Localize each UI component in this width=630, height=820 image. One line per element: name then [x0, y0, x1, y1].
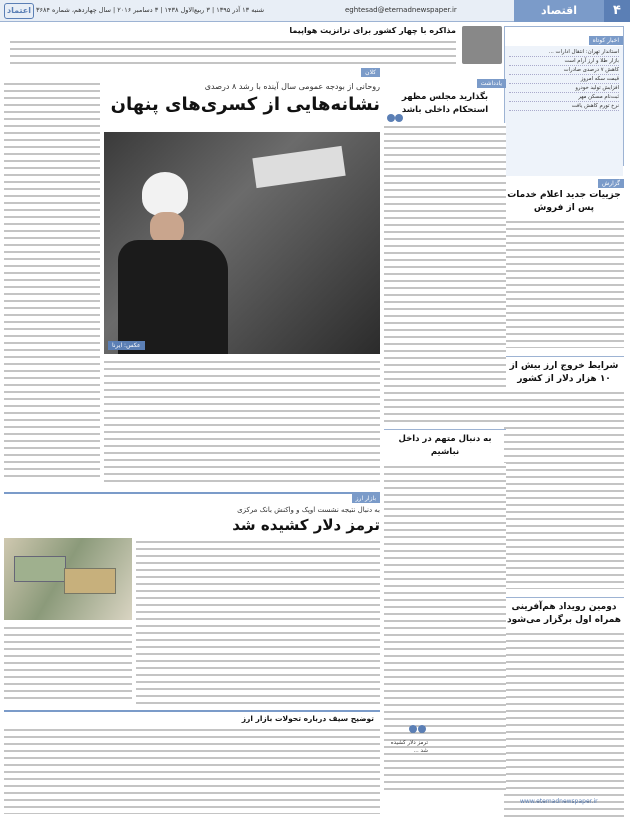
currency-exit-story [504, 356, 624, 589]
column-story-body [384, 123, 506, 423]
author-photo [462, 26, 502, 64]
list-item[interactable]: افزایش تولید خودرو [509, 84, 619, 93]
bottom-quote-text: ترمز دلار کشیده شد ... [390, 740, 428, 754]
list-item[interactable]: ثبت‌نام مسکن مهر [509, 93, 619, 102]
short-news-list [505, 46, 623, 176]
currency-exit-body [504, 389, 624, 589]
date-line: شنبه ۱۳ آذر ۱۳۹۵ | ۳ ربیع‌الاول ۱۴۳۸ | ۳ دسامبر ۲۰۱۶ | سال چهاردهم، شماره ۳۶۸۴ [36, 6, 265, 14]
dollar-story-left-body [4, 624, 132, 704]
main-story-kicker: روحانی از بودجه عمومی سال آینده با رشد ۸ درصدی [204, 82, 380, 91]
top-story [10, 26, 504, 66]
website-url[interactable]: www.etemadnewspaper.ir [520, 798, 598, 805]
dollar-story-body [136, 538, 380, 704]
section-title[interactable]: اقتصاد [514, 0, 604, 22]
top-story-title[interactable]: مذاکره با چهار کشور برای ترانزیت هواپیما [289, 26, 456, 35]
banknote-shape [14, 556, 66, 582]
list-item[interactable]: نرخ تورم کاهش یافت [509, 102, 619, 111]
quote-icon [408, 723, 428, 735]
main-story-left-column [4, 80, 100, 480]
top-story-body [10, 38, 456, 64]
right-sidebar [504, 26, 624, 814]
quote-icon [386, 110, 404, 126]
column-story [384, 70, 506, 790]
dollar-story-kicker: به دنبال نتیجه نشست اوپک و واکنش بانک مرکزی [237, 506, 380, 514]
list-item[interactable]: بازار طلا و ارز آرام است [509, 57, 619, 66]
banknote-shape-2 [64, 568, 116, 594]
list-item[interactable]: کاهش ۷ درصدی صادرات [509, 66, 619, 75]
currency-exit-title[interactable]: شرایط خروج ارز بیش از ۱۰ هزار دلار از کشور [509, 361, 619, 384]
bottom-box-body [4, 726, 380, 814]
service-story [504, 170, 624, 348]
short-news-box [504, 26, 624, 166]
hamrah-aval-title[interactable]: دومین رویداد هم‌آفرینی همراه اول برگزار می‌شود [506, 602, 622, 625]
robe-shape [118, 240, 228, 354]
list-item[interactable]: استاندار تهران: انتقال ادارات ... [509, 48, 619, 57]
main-story-title[interactable]: نشانه‌هایی از کسری‌های پنهان [110, 94, 380, 115]
website-email[interactable]: eghtesad@eternadnewspaper.ir [345, 6, 457, 14]
main-story-photo [104, 132, 380, 354]
page-header [0, 0, 630, 22]
short-news-label: اخبار کوتاه [589, 36, 623, 45]
main-story-body [104, 358, 380, 483]
dollar-story-title[interactable]: ترمز دلار کشیده شد [232, 516, 380, 534]
column-story-title[interactable]: بگذارید مجلس مظهر استحکام داخلی باشد [401, 92, 489, 115]
column-story2-title[interactable]: به دنبال متهم در داخل نباشیم [384, 429, 506, 459]
hamrah-aval-story [504, 597, 624, 820]
dollar-photo [4, 538, 132, 620]
dollar-story-label: بازار ارز [352, 494, 380, 503]
dollar-story [4, 492, 380, 706]
turban-shape [142, 172, 188, 216]
bottom-box [4, 710, 380, 814]
bottom-box-title[interactable]: توضیح سیف درباره تحولات بازار ارز [241, 714, 374, 723]
service-story-title[interactable]: جزییات جدید اعلام خدمات پس از فروش [507, 190, 621, 213]
hamrah-aval-body [504, 630, 624, 820]
photo-caption: عکس: ایرنا [108, 341, 145, 350]
main-story [4, 68, 380, 488]
document-shape [252, 146, 345, 188]
list-item[interactable]: قیمت سکه امروز [509, 75, 619, 84]
column-story-label: یادداشت [477, 79, 506, 88]
newspaper-logo: اعتماد [4, 3, 34, 19]
bottom-quote [384, 720, 428, 814]
page-number: ۴ [604, 0, 630, 22]
main-story-label: کلان [361, 68, 380, 77]
service-story-label: گزارش [598, 179, 624, 188]
service-story-body [504, 218, 624, 348]
